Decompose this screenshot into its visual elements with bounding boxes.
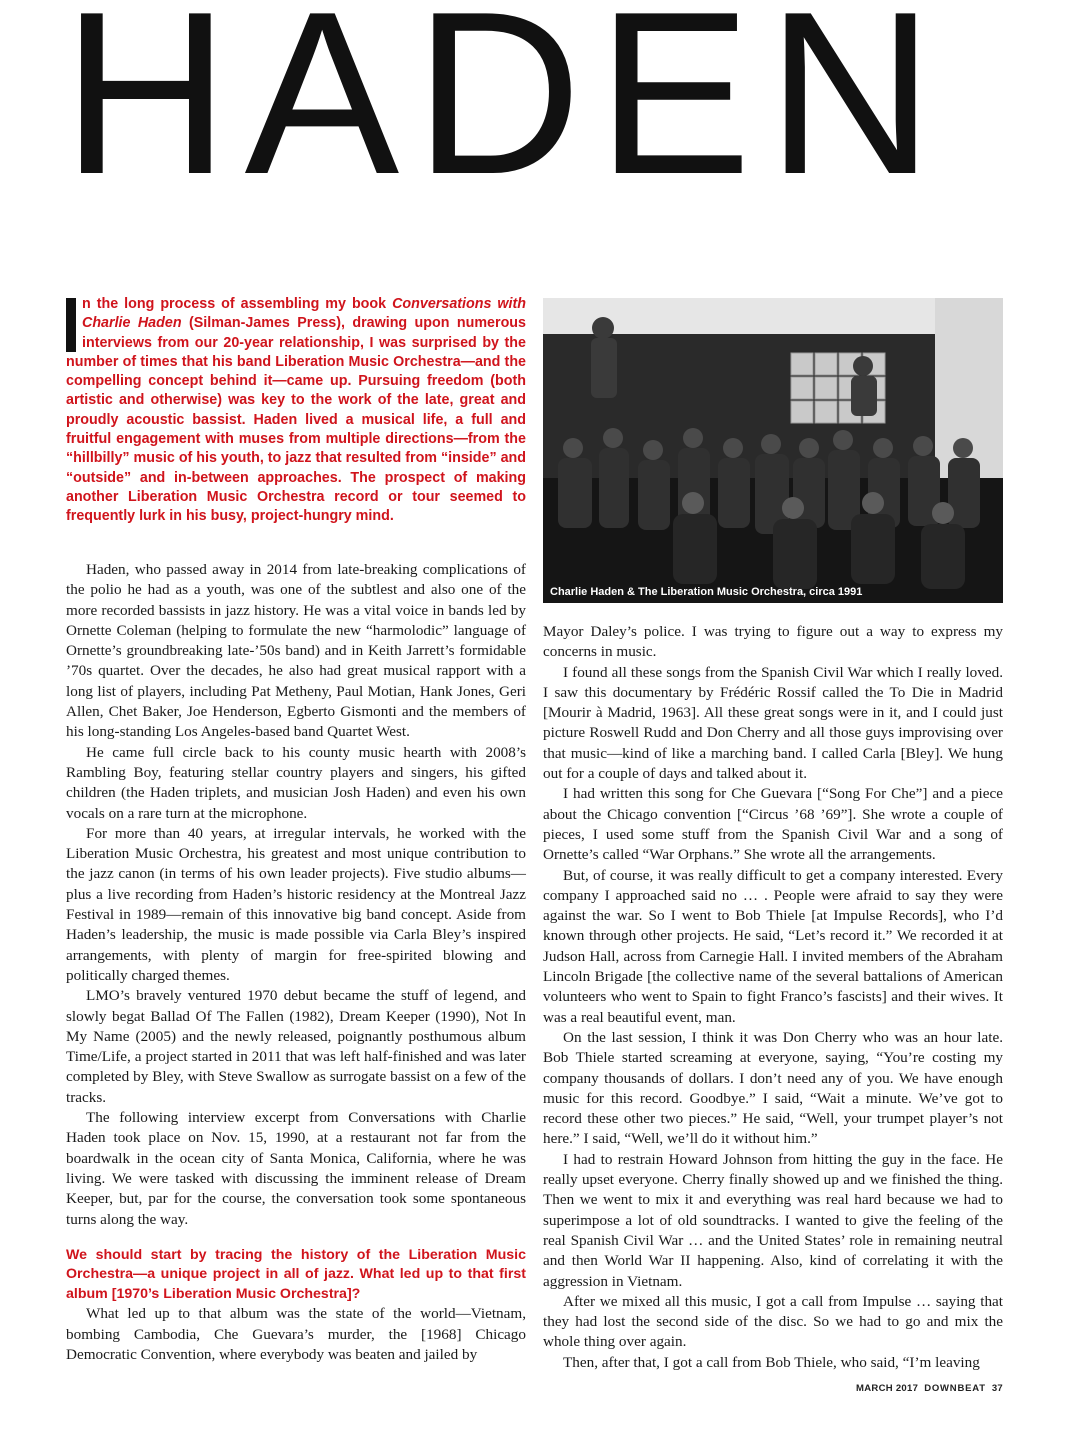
body-paragraph: I found all these songs from the Spanish Civil War which I really loved. I saw this documentary by Frédéric Rossif called the To Die in Madrid [Mourir à Madrid, 1963]. All these great songs were in it, and I could just picture Roswell Rudd and Don Cherry and all those guys improvising over that music—kind of like a marching band. I called Carla [Bley]. We hung out for a couple of days and talked about it. bbox=[543, 663, 1003, 783]
body-paragraph: LMO’s bravely ventured 1970 debut became the stuff of legend, and slowly begat Ballad Of The Fallen (1982), Dream Keeper (1990), Not In My Name (2005) and the newly released, poignantly posthumous album Time/Life, a project started in 2011 that was left half-finished and was later completed by Bley, with Steve Swallow as surrogate bassist on a few of the tracks. bbox=[66, 987, 526, 1106]
intro-text-start: n the long process of assembling my book bbox=[82, 296, 393, 312]
body-paragraph: I had to restrain Howard Johnson from hitting the guy in the face. He really upset everyone. Cherry finally showed up and we finished the thing. Then we went to mix it and everything was real hard because we had to superimpose a lot of old soundtracks. I wanted to give the feeling of the real Spanish Civil War … and the United States’ role in remaining neutral and then World War II happening. Also, kind of correlating it with the aggression in Vietnam. bbox=[543, 1150, 1003, 1290]
band-photo bbox=[543, 298, 1003, 603]
intro-deck bbox=[66, 295, 526, 527]
drop-cap bbox=[66, 298, 76, 352]
footer-page-number: 37 bbox=[991, 1383, 1003, 1394]
interview-question: We should start by tracing the history of the Liberation Music Orchestra—a unique project in all of jazz. What led up to that first album [1970’s Liberation Music Orchestra]? bbox=[66, 1246, 526, 1302]
body-paragraph: For more than 40 years, at irregular intervals, he worked with the Liberation Music Orchestra, his greatest and most unique contribution to the jazz canon (in terms of his own leader projects). Five studio albums—plus a live recording from Haden’s historic residency at the Montreal Jazz Festival in 1989—remain of this innovative big band concept. Aside from Haden’s leadership, the music is made possible via Carla Bley’s inspired arrangements, with plenty of margin for free-spirited blowing and politically charged themes. bbox=[66, 824, 526, 984]
body-paragraph: Mayor Daley’s police. I was trying to figure out a way to express my concerns in music. bbox=[543, 623, 1003, 661]
body-paragraph: Then, after that, I got a call from Bob Thiele, who said, “I’m leaving bbox=[563, 1353, 980, 1371]
body-paragraph: The following interview excerpt from Conversations with Charlie Haden took place on Nov. 15, 1990, at a restaurant not far from the boardwalk in the ocean city of Santa Monica, California, where he was living. We were tasked with discussing the imminent release of Dream Keeper, but, par for the course, the conversation took some spontaneous turns along the way. bbox=[66, 1109, 526, 1228]
headline: HADEN bbox=[62, 0, 950, 194]
page-footer bbox=[850, 1383, 1003, 1394]
band-photo-image bbox=[543, 298, 1003, 603]
footer-issue: MARCH 2017 bbox=[856, 1383, 919, 1394]
body-paragraph: After we mixed all this music, I got a call from Impulse … saying that they had lost the second side of the disc. So we had to go and mix the whole thing over again. bbox=[543, 1292, 1003, 1351]
photo-credit: CHEUNG CHING MING bbox=[989, 326, 999, 431]
body-paragraph: But, of course, it was really difficult to get a company interested. Every company I approached said no … . People were afraid to say they were against the war. So I went to Bob Thiele [at Impulse Records], who I’d known through other projects. He said, “Let’s record it.” We recorded it at Judson Hall, across from Carnegie Hall. I invited members of the Abraham Lincoln Brigade [the collective name of the several battalions of American volunteers who went to Spain to fight Franco’s fascists] and their wives. It was a real beautiful event, man. bbox=[543, 866, 1003, 1026]
body-paragraph: On the last session, I think it was Don Cherry who was an hour late. Bob Thiele started screaming at everyone, saying, “You’re costing my company thousands of dollars. I don’t need any of you. We have enough music for this record. Goodbye.” I said, “Wait a minute. We’ve got to record these other two pieces.” He said, “Well, your trumpet player’s not here.” I said, “Well, we’ll do it without him.” bbox=[543, 1028, 1003, 1148]
body-paragraph: Haden, who passed away in 2014 from late-breaking complications of the polio he had as a youth, was one of the subtlest and also one of the more recorded bassists in jazz history. He was a vital voice in bands led by Ornette Coleman (helping to formulate the new “harmolodic” language of Ornette’s groundbreaking late-’50s band) and in Keith Jarrett’s formidable ’70s quartet. Over the decades, he also had great musical rapport with a long list of players, including Pat Metheny, Paul Motian, Hank Jones, Geri Allen, Chet Baker, Joe Henderson, Egberto Gismonti and the members of his long-standing Los Angeles-based band Quartet West. bbox=[66, 561, 526, 741]
photo-caption: Charlie Haden & The Liberation Music Orchestra, circa 1991 bbox=[550, 586, 863, 598]
left-column bbox=[66, 560, 526, 1365]
body-paragraph: I had written this song for Che Guevara [“Song For Che”] and a piece about the Chicago convention [“Circus ’68 ’69”]. She wrote a couple of pieces, I used some stuff from the Spanish Civil War and a song of Ornette’s called “War Orphans.” She wrote all the arrangements. bbox=[543, 785, 1003, 864]
body-paragraph: He came full circle back to his county music hearth with 2008’s Rambling Boy, featuring stellar country players and singers, his gifted children (the Haden triplets, and musician Josh Haden) and even his own vocals on a rare turn at the microphone. bbox=[66, 743, 526, 822]
body-paragraph: What led up to that album was the state of the world—Vietnam, bombing Cambodia, Che Guevara’s murder, the [1968] Chicago Democratic Convention, where everybody was beaten and jailed by bbox=[66, 1305, 526, 1363]
footer-magazine: DOWNBEAT bbox=[924, 1383, 986, 1394]
intro-book-title: Conversations with Charlie Haden bbox=[82, 296, 526, 332]
intro-text-rest: (Silman-James Press), drawing upon numerous interviews from our 20-year relationship, I was surprised by the number of times that his band Liberation Music Orchestra—and the compelling concept behind it—came up. Pursuing freedom (both artistic and otherwise) was key to the work of the late, great and proudly acoustic bassist. Haden lived a musical life, a full and fruitful engagement with muses from multiple directions—from the “hillbilly” music of his youth, to jazz that resulted from “inside” and “outside” and in-between approaches. The prospect of making another Liberation Music Orchestra record or tour seemed to frequently lurk in his busy, project-hungry mind. bbox=[66, 315, 526, 525]
right-column bbox=[543, 622, 1003, 1373]
